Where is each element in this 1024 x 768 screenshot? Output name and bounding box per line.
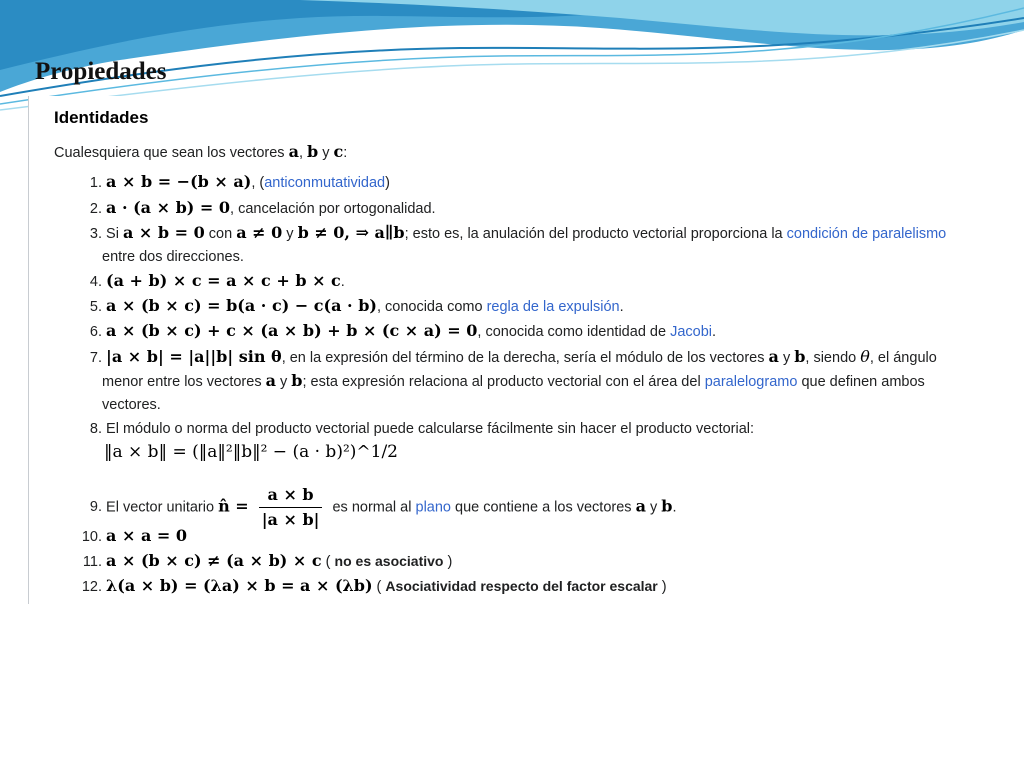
item-7-continuation: menor entre los vectores a y b; esta expresión relaciona al producto vectorial con el área del paralelogramo que definen ambos <box>102 371 925 390</box>
list-item: 12. λ(a × b) = (λa) × b = a × (λb) ( Asociatividad respecto del factor escalar ) <box>81 576 667 595</box>
slide-title: Propiedades <box>35 58 167 85</box>
list-item: 7. |a × b| = |a||b| sin θ, en la expresión del término de la derecha, sería el módulo de los vectores a y b, siendo θ, el ángulo <box>89 347 937 366</box>
list-item: 3. Si a × b = 0 con a ≠ 0 y b ≠ 0, ⇒ a∥b; esto es, la anulación del producto vectorial proporciona la condición de paralelismo <box>89 223 947 242</box>
formula: a × a = 0 <box>106 526 187 545</box>
intro-var-a: a <box>288 142 299 161</box>
item-7-continuation-2: vectores. <box>102 397 161 413</box>
formula: a · (a × b) = 0 <box>106 198 231 217</box>
link-condicion-paralelismo[interactable]: condición de paralelismo <box>786 226 947 242</box>
list-item: 11. a × (b × c) ≠ (a × b) × c ( no es asociativo ) <box>82 551 453 570</box>
link-regla-expulsion[interactable]: regla de la expulsión <box>486 299 620 315</box>
unit-vector-fraction: $\frac{a \times b}{|a \times b|}$ <box>259 483 323 532</box>
list-item: 10. a × a = 0 <box>81 526 187 545</box>
list-item: 1. a × b = −(b × a), (anticonmutatividad) <box>89 172 390 191</box>
item-3-continuation: entre dos direcciones. <box>102 249 244 265</box>
intro-and: y <box>322 145 330 161</box>
list-item: 4. (a + b) × c = a × c + b × c. <box>89 271 345 290</box>
intro-var-b: b <box>307 142 319 161</box>
formula: a × (b × c) = b(a · c) − c(a · b) <box>106 296 377 315</box>
formula: a × (b × c) ≠ (a × b) × c <box>106 551 322 570</box>
section-heading: Identidades <box>54 108 149 127</box>
intro-text: Cualesquiera que sean los vectores a, b y c: <box>54 142 348 161</box>
formula: |a × b| = |a||b| sin θ <box>106 347 282 366</box>
list-item: 5. a × (b × c) = b(a · c) − c(a · b), conocida como regla de la expulsión. <box>89 296 624 315</box>
link-anticonmutatividad[interactable]: anticonmutatividad <box>264 175 386 191</box>
list-item: 8. El módulo o norma del producto vectorial puede calcularse fácilmente sin hacer el producto vectorial: <box>89 421 755 437</box>
intro-var-c: c <box>333 142 344 161</box>
list-item: 6. a × (b × c) + c × (a × b) + b × (c × a) = 0, conocida como identidad de Jacobi. <box>89 321 717 340</box>
list-item: 2. a · (a × b) = 0, cancelación por ortogonalidad. <box>89 198 436 217</box>
link-paralelogramo[interactable]: paralelogramo <box>704 374 798 390</box>
formula: a × b = −(b × a) <box>106 172 252 191</box>
list-item: 9. El vector unitario n̂ = $\frac{a \times b}{|a \times b|}$ es normal al plano que contiene a los vectores a y b. <box>78 483 676 532</box>
link-plano[interactable]: plano <box>415 499 451 516</box>
formula: λ(a × b) = (λa) × b = a × (λb) <box>106 576 373 595</box>
formula: a × (b × c) + c × (a × b) + b × (c × a) = 0 <box>106 321 478 340</box>
norm-formula: ‖a × b‖ = (‖a‖²‖b‖² − (a · b)²)^1/2 <box>104 442 398 462</box>
formula: a × b = 0 <box>122 223 205 242</box>
link-jacobi[interactable]: Jacobi <box>670 324 712 340</box>
formula: (a + b) × c = a × c + b × c <box>106 271 341 290</box>
intro-label: Cualesquiera que sean los vectores <box>54 145 285 161</box>
